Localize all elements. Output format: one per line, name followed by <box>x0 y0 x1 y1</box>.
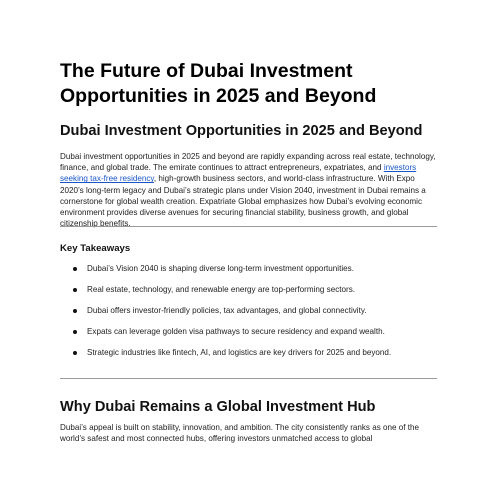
list-item-text: Dubai’s Vision 2040 is shaping diverse long-term investment opportunities. <box>87 264 354 273</box>
bullet-icon <box>73 309 77 313</box>
divider-top <box>60 226 437 227</box>
document-page <box>60 0 437 495</box>
key-takeaways-heading: Key Takeaways <box>60 243 131 254</box>
list-item-text: Real estate, technology, and renewable energy are top-performing sectors. <box>87 285 355 294</box>
section-heading-investment-hub: Why Dubai Remains a Global Investment Hub <box>60 399 376 415</box>
list-item-text: Expats can leverage golden visa pathways to secure residency and expand wealth. <box>87 327 385 336</box>
list-item <box>60 347 437 368</box>
key-takeaways-list <box>60 263 437 368</box>
list-item-text: Strategic industries like fintech, AI, and logistics are key drivers for 2025 and beyond. <box>87 348 392 357</box>
page-title-line-2: Opportunities in 2025 and Beyond <box>60 85 377 107</box>
tax-free-residency-link[interactable]: investors seeking tax-free residency <box>60 163 417 184</box>
bullet-icon <box>73 351 77 355</box>
intro-paragraph <box>60 151 437 229</box>
page-title <box>60 59 437 109</box>
intro-text-part-1: Dubai investment opportunities in 2025 and beyond are rapidly expanding across real estate, technology, finance, and global trade. The emirate continues to attract entrepreneurs, expatriates, and <box>60 152 436 173</box>
list-item-text: Dubai offers investor-friendly policies, tax advantages, and global connectivity. <box>87 306 367 315</box>
bullet-icon <box>73 330 77 334</box>
investment-hub-paragraph: Dubai’s appeal is built on stability, innovation, and ambition. The city consistently ranks as one of the world’s safest and most connected hubs, offering investors unmatched access to global <box>60 423 420 444</box>
page-title-line-1: The Future of Dubai Investment <box>60 60 353 82</box>
bullet-icon <box>73 267 77 271</box>
list-item <box>60 305 437 326</box>
intro-text-part-2: , high-growth business sectors, and world-class infrastructure. With Expo 2020’s long-term legacy and Dubai’s strategic plans under Vision 2040, investment in Dubai remains a cornerstone for global wealth creation. Expatriate Global emphasizes how Dubai’s evolving economic environment provides diverse avenues for securing financial stability, business growth, and global citizenship benefits. <box>60 174 426 229</box>
list-item <box>60 326 437 347</box>
list-item <box>60 263 437 284</box>
section-heading-opportunities: Dubai Investment Opportunities in 2025 and Beyond <box>60 123 423 139</box>
bullet-icon <box>73 288 77 292</box>
divider-bottom <box>60 378 437 379</box>
list-item <box>60 284 437 305</box>
